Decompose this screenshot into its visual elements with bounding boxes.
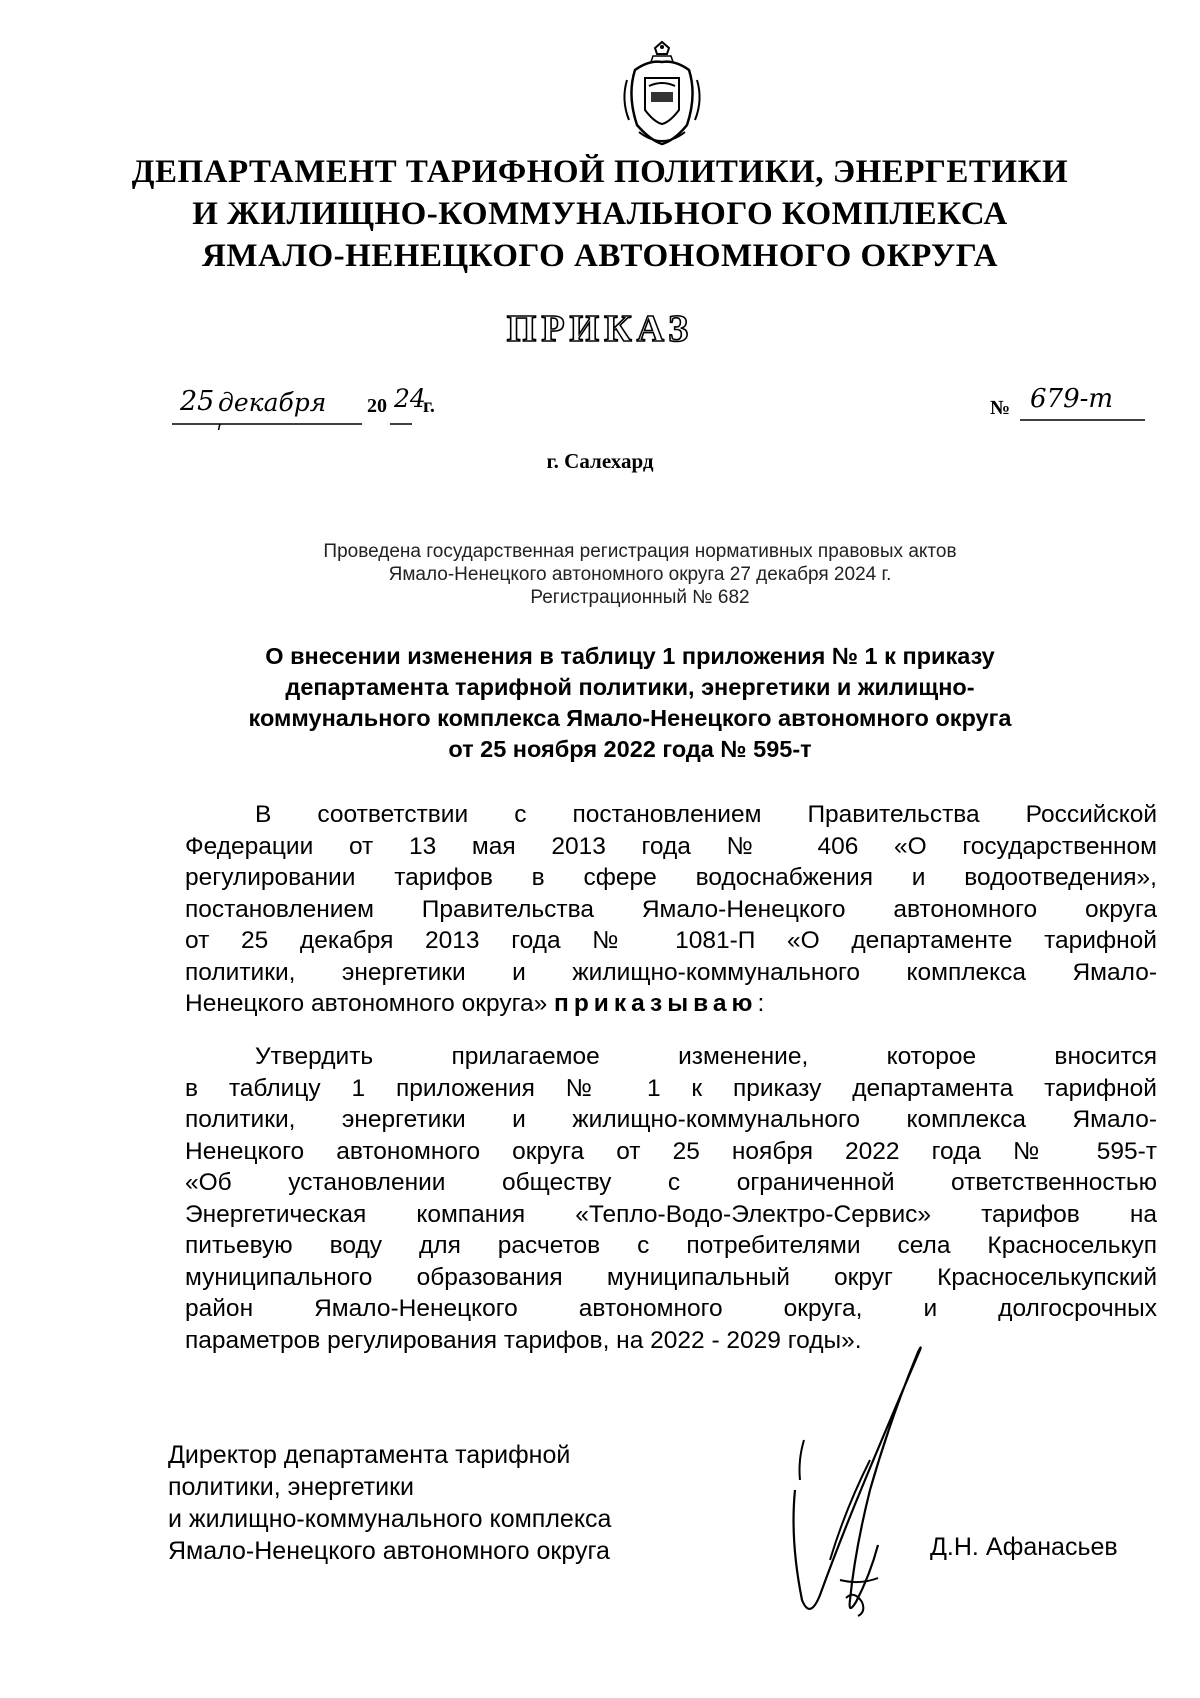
department-name-line-2: И ЖИЛИЩНО-КОММУНАЛЬНОГО КОМПЛЕКСА <box>192 196 1008 232</box>
date-suffix: г. <box>423 395 435 417</box>
text-line: политики, энергетики и жилищно-коммунального комплекса Ямало- <box>185 1106 1157 1133</box>
city-name: г. Салехард <box>546 449 654 473</box>
signatory-title-line-2: политики, энергетики <box>168 1473 414 1501</box>
text-line: район Ямало-Ненецкого автономного округа, и долгосрочных <box>185 1295 1157 1322</box>
text-line: регулировании тарифов в сфере водоснабжения и водоотведения», <box>185 864 1157 891</box>
signatory-name: Д.Н. Афанасьев <box>930 1533 1118 1561</box>
text-line: Федерации от 13 мая 2013 года № 406 «О государственном <box>185 832 1157 860</box>
text-line: от 25 декабря 2013 года № 1081-П «О департаменте тарифной <box>185 927 1157 954</box>
decree-word: приказываю <box>554 990 758 1017</box>
signatory-title-line-4: Ямало-Ненецкого автономного округа <box>168 1537 610 1565</box>
subject-line-1: О внесении изменения в таблицу 1 приложения № 1 к приказу <box>265 643 995 669</box>
text-line-last <box>185 988 1157 1020</box>
registration-line-3: Регистрационный № 682 <box>530 587 750 608</box>
paragraph-legal-basis <box>185 799 1157 1020</box>
registration-line-2: Ямало-Ненецкого автономного округа 27 декабря 2024 г. <box>388 564 892 585</box>
coat-of-arms-emblem <box>615 40 710 152</box>
signatory-title-line-1: Директор департамента тарифной <box>168 1441 571 1469</box>
text-line: питьевую воду для расчетов с потребителями села Красноселькуп <box>185 1232 1157 1259</box>
text-line: Утвердить прилагаемое изменение, которое вносится <box>255 1043 1157 1070</box>
text-line: постановлением Правительства Ямало-Ненецкого автономного округа <box>185 895 1157 923</box>
text-line: в таблицу 1 приложения № 1 к приказу департамента тарифной <box>185 1074 1157 1102</box>
document-type-title: ПРИКАЗ <box>506 308 694 350</box>
order-number-handwritten: 679-т <box>1030 384 1114 414</box>
date-year-handwritten: 24 <box>394 384 426 413</box>
text-line: муниципального образования муниципальный округ Красноселькупский <box>185 1263 1157 1291</box>
date-day-handwritten: 25 <box>180 386 215 417</box>
paragraph-approval <box>185 1041 1157 1356</box>
date-year-prefix: 20 <box>367 395 387 417</box>
text-fragment: Ненецкого автономного округа» <box>185 990 548 1017</box>
order-number-label: № <box>990 397 1011 419</box>
subject-line-3: коммунального комплекса Ямало-Ненецкого автономного округа <box>248 705 1012 731</box>
colon: : <box>757 990 765 1017</box>
text-line: Энергетическая компания «Тепло-Водо-Электро-Сервис» тарифов на <box>185 1200 1157 1228</box>
text-line: Ненецкого автономного округа от 25 ноября 2022 года № 595-т <box>185 1137 1157 1165</box>
text-line: «Об установлении обществу с ограниченной ответственностью <box>185 1169 1157 1196</box>
department-name-line-3: ЯМАЛО-НЕНЕЦКОГО АВТОНОМНОГО ОКРУГА <box>202 238 998 274</box>
handwritten-signature <box>770 1340 950 1630</box>
text-line: В соответствии с постановлением Правительства Российской <box>255 801 1157 828</box>
text-line-last: параметров регулирования тарифов, на 2022 - 2029 годы». <box>185 1326 862 1354</box>
department-name-line-1: ДЕПАРТАМЕНТ ТАРИФНОЙ ПОЛИТИКИ, ЭНЕРГЕТИКИ <box>131 154 1069 190</box>
signatory-title-line-3: и жилищно-коммунального комплекса <box>168 1505 612 1533</box>
registration-line-1: Проведена государственная регистрация нормативных правовых актов <box>323 541 957 562</box>
subject-line-4: от 25 ноября 2022 года № 595-т <box>448 736 812 762</box>
text-line: политики, энергетики и жилищно-коммунального комплекса Ямало- <box>185 958 1157 986</box>
subject-line-2: департамента тарифной политики, энергетики и жилищно- <box>285 674 975 700</box>
date-month-handwritten: декабря <box>218 388 327 417</box>
